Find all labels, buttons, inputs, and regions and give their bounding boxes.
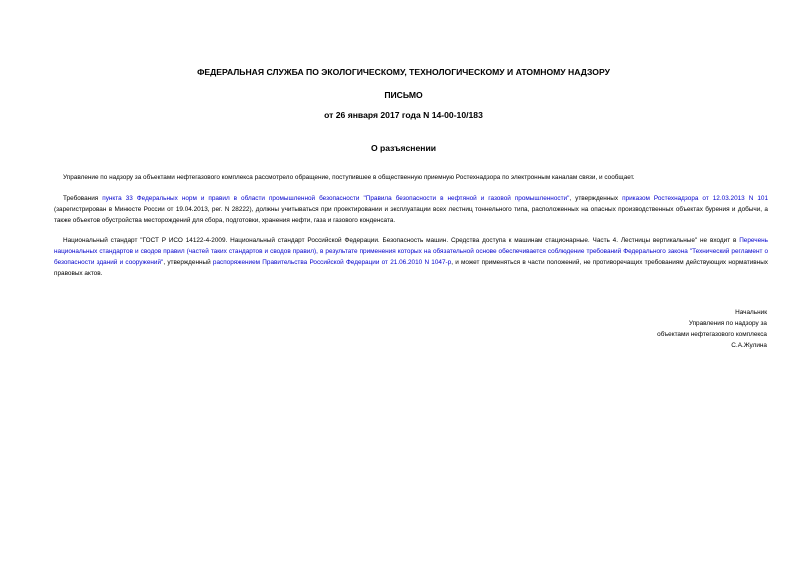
- document-type: ПИСЬМО: [384, 90, 423, 100]
- document-subject: О разъяснении: [370, 143, 437, 153]
- paragraph-requirements: [54, 193, 768, 226]
- signature-block: [657, 307, 767, 351]
- signature-department-cont: объектами нефтегазового комплекса: [657, 331, 767, 338]
- paragraph-standard-text-3: , и может применяться в части положений, не противоречащих требованиям действующих нормативных правовых актов.: [54, 259, 768, 277]
- signature-department: Управления по надзору за: [688, 320, 767, 327]
- paragraph-requirements-text-3: (зарегистрирован в Минюсте России от 19.04.2013, рег. N 28222), должны учитываться при проектировании и эксплуатации всех лестниц тоннельного типа, расположенных на опасных производственных объектах бурения и добычи, а также объектов обустройства месторождений для сбора, подготовки, хранения нефти, газа и газового конденсата.: [54, 206, 768, 224]
- paragraph-requirements-text-2: , утвержденных: [569, 195, 623, 202]
- link-order-rostekhnadzor[interactable]: приказом Ростехнадзора от 12.03.2013 N 101: [622, 195, 769, 202]
- paragraph-standard-text-1: Национальный стандарт "ГОСТ Р ИСО 14122-4-2009. Национальный стандарт Российской Федерации. Безопасность машин. Средства доступа к машинам стационарные. Часть 4. Лестницы вертикальные" не входит в: [63, 237, 740, 244]
- signature-name: С.А.Жулина: [731, 342, 767, 349]
- link-government-order[interactable]: распоряжением Правительства Российской Федерации от 21.06.2010 N 1047-р: [212, 259, 452, 266]
- link-rules-item-33[interactable]: пункта 33 Федеральных норм и правил в области промышленной безопасности "Правила безопасности в нефтяной и газовой промышленности": [102, 195, 570, 202]
- paragraph-standard-text-2: , утвержденный: [163, 259, 213, 266]
- signature-title: Начальник: [735, 309, 767, 316]
- agency-title: ФЕДЕРАЛЬНАЯ СЛУЖБА ПО ЭКОЛОГИЧЕСКОМУ, ТЕХНОЛОГИЧЕСКОМУ И АТОМНОМУ НАДЗОРУ: [197, 67, 610, 77]
- link-standards-list[interactable]: Перечень национальных стандартов и сводов правил (частей таких стандартов и сводов правил), в результате применения которых на обязательной основе обеспечивается соблюдение требований Федерального закона "Технический регламент о безопасности зданий и сооружений": [54, 237, 768, 266]
- document-date-number: от 26 января 2017 года N 14-00-10/183: [324, 110, 483, 120]
- paragraph-requirements-text-1: Требования: [63, 195, 103, 202]
- paragraph-intro: [54, 172, 768, 183]
- paragraph-standard: [54, 235, 768, 279]
- paragraph-intro-text: Управление по надзору за объектами нефтегазового комплекса рассмотрело обращение, поступившее в общественную приемную Ростехнадзора по электронным каналам связи, и сообщает.: [63, 174, 635, 181]
